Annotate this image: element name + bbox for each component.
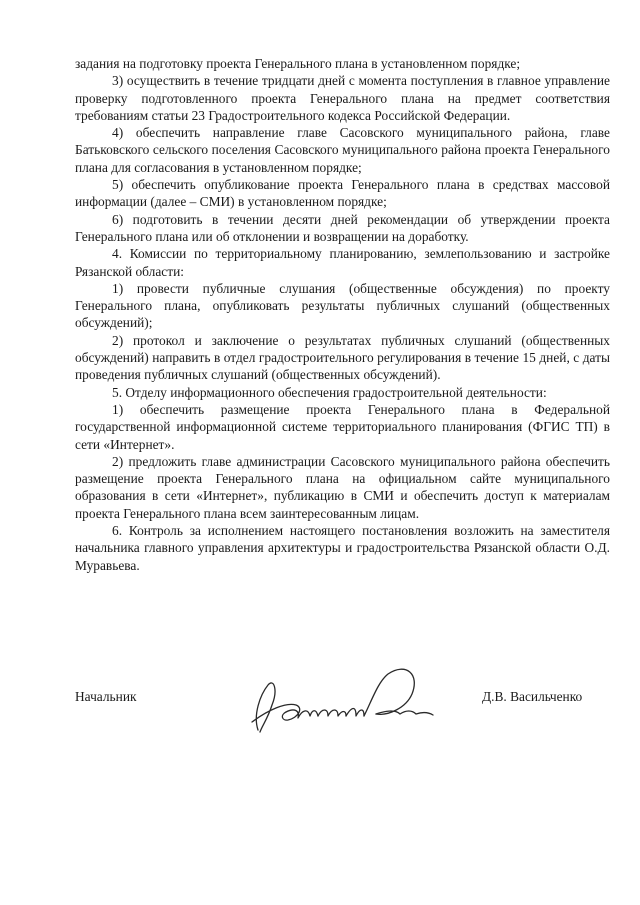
paragraph-section-4-commission: 4. Комиссии по территориальному планированию, землепользованию и застройке Рязанской области: — [75, 246, 610, 279]
paragraph-item-3-check: 3) осуществить в течение тридцати дней с момента поступления в главное управление проверку подготовленного проекта Генерального плана на предмет соответствия требованиям статьи 23 Градостроительного кодекса Российской Федерации. — [75, 73, 610, 123]
signature-position-title: Начальник — [75, 689, 137, 704]
paragraph-section-6-control: 6. Контроль за исполнением настоящего постановления возложить на заместителя начальника главного управления архитектуры и градостроительства Рязанской области О.Д. Муравьева. — [75, 523, 610, 573]
paragraph-hearings: 1) провести публичные слушания (общественные обсуждения) по проекту Генерального плана, опубликовать результаты публичных слушаний (общественных обсуждений); — [75, 280, 610, 331]
paragraph-continuation: задания на подготовку проекта Генерального плана в установленном порядке; — [75, 56, 521, 71]
paragraph-item-5-publication: 5) обеспечить опубликование проекта Генерального плана в средствах массовой информации (далее – СМИ) в установленном порядке; — [75, 177, 610, 210]
paragraph-section-5-info-dept: 5. Отделу информационного обеспечения градостроительной деятельности: — [112, 384, 547, 400]
paragraph-item-6-recommendations: 6) подготовить в течении десяти дней рекомендации об утверждении проекта Генерального плана или об отклонении и возвращении на доработку. — [75, 211, 610, 244]
paragraph-protocol: 2) протокол и заключение о результатах публичных слушаний (общественных обсуждений) направить в отдел градостроительного регулирования в течение 15 дней, с даты проведения публичных слушаний (общественных обсуждений). — [75, 332, 610, 383]
paragraph-fgis: 1) обеспечить размещение проекта Генерального плана в Федеральной государственной информационной системе территориального планирования (ФГИС ТП) в сети «Интернет». — [75, 401, 610, 452]
paragraph-item-4-approval: 4) обеспечить направление главе Сасовского муниципального района, главе Батьковского сельского поселения Сасовского муниципального района проекта Генерального плана для согласования в установленном порядке; — [75, 125, 610, 175]
paragraph-website: 2) предложить главе администрации Сасовского муниципального района обеспечить размещение проекта Генерального плана на официальном сайте муниципального образования в сети «Интернет», публикацию в СМИ и обеспечить доступ к материалам проекта Генерального плана всем заинтересованным лицам. — [75, 453, 610, 521]
signature-icon — [238, 660, 438, 750]
signature-name: Д.В. Васильченко — [482, 689, 583, 704]
document-body — [75, 55, 610, 574]
